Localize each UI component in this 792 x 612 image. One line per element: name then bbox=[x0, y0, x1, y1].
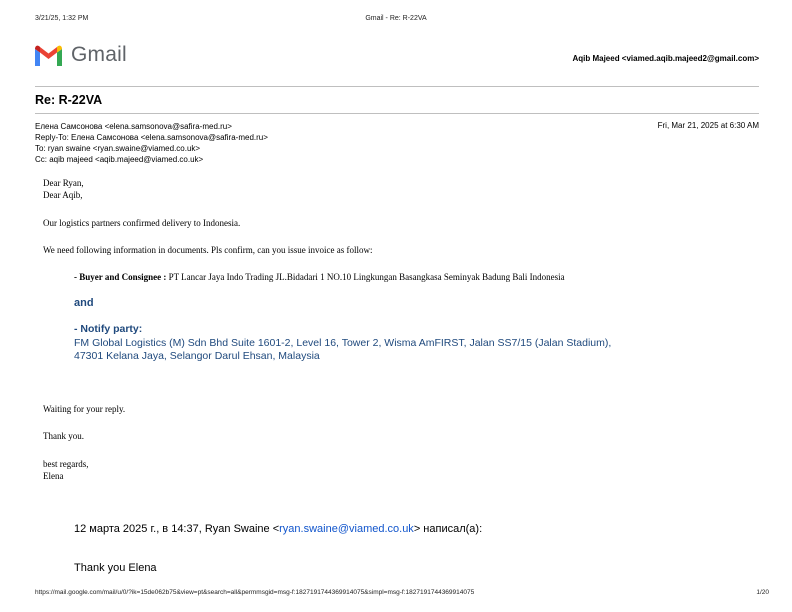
body-paragraph-3: Waiting for your reply. bbox=[43, 404, 126, 414]
message-date: Fri, Mar 21, 2025 at 6:30 AM bbox=[657, 121, 759, 130]
quoted-intro-before: 12 марта 2025 г., в 14:37, Ryan Swaine < bbox=[74, 523, 280, 535]
quoted-text: Thank you Elena bbox=[74, 562, 157, 574]
buyer-label: - Buyer and Consignee : bbox=[74, 272, 167, 282]
footer-url: https://mail.google.com/mail/u/0/?ik=15de062b75&view=pt&search=all&permmsgid=msg-f:1827191744369914075&simpl=msg-f:1827191744369914075 bbox=[35, 589, 475, 596]
thread-subject: Re: R-22VA bbox=[35, 93, 103, 107]
quoted-intro-after: > написал(а): bbox=[413, 523, 483, 535]
and-text: and bbox=[74, 297, 94, 309]
quoted-email-link[interactable]: ryan.swaine@viamed.co.uk bbox=[279, 523, 414, 535]
print-title: Gmail - Re: R-22VA bbox=[365, 15, 427, 22]
message-cc: Cc: aqib majeed <aqib.majeed@viamed.co.uk> bbox=[35, 155, 204, 164]
body-paragraph-2: We need following information in documents. Pls confirm, can you issue invoice as follow: bbox=[43, 245, 373, 255]
buyer-text: PT Lancar Jaya Indo Trading JL.Bidadari 1 NO.10 Lingkungan Basangkasa Seminyak Badung Bali Indonesia bbox=[166, 272, 565, 282]
notify-label: - Notify party: bbox=[74, 323, 143, 335]
body-paragraph-1: Our logistics partners confirmed delivery to Indonesia. bbox=[43, 218, 241, 228]
gmail-m-icon bbox=[33, 44, 64, 67]
message-reply-to: Reply-To: Елена Самсонова <elena.samsonova@safira-med.ru> bbox=[35, 133, 268, 142]
closing-line: best regards, bbox=[43, 459, 89, 469]
gmail-logo[interactable] bbox=[33, 43, 127, 67]
message-from: Елена Самсонова <elena.samsonova@safira-med.ru> bbox=[35, 122, 232, 131]
notify-address-line-2: 47301 Kelana Jaya, Selangor Darul Ehsan, Malaysia bbox=[74, 350, 320, 362]
subject-divider bbox=[35, 113, 759, 114]
notify-address-line-1: FM Global Logistics (M) Sdn Bhd Suite 1601-2, Level 16, Tower 2, Wisma AmFIRST, Jalan SS7/15 (Jalan Stadium), bbox=[74, 337, 612, 349]
header-divider bbox=[35, 86, 759, 87]
account-name: Aqib Majeed <viamed.aqib.majeed2@gmail.com> bbox=[572, 54, 759, 63]
message-to: To: ryan swaine <ryan.swaine@viamed.co.uk> bbox=[35, 144, 201, 153]
signature-name: Elena bbox=[43, 471, 64, 481]
quoted-intro bbox=[74, 523, 482, 535]
buyer-consignee-line bbox=[74, 272, 565, 282]
print-datetime: 3/21/25, 1:32 PM bbox=[35, 15, 89, 22]
gmail-wordmark: Gmail bbox=[71, 43, 127, 66]
footer-page-number: 1/20 bbox=[756, 589, 769, 596]
greeting-ryan: Dear Ryan, bbox=[43, 178, 84, 188]
greeting-aqib: Dear Aqib, bbox=[43, 190, 83, 200]
body-paragraph-4: Thank you. bbox=[43, 431, 84, 441]
